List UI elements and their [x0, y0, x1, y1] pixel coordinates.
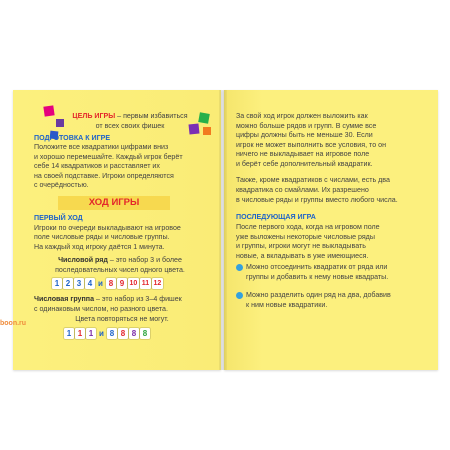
goal-line-2: от всех своих фишек: [95, 122, 165, 130]
number-tile: 1: [75, 328, 85, 339]
number-tile: 2: [63, 278, 73, 289]
prep-title: ПОДГОТОВКА К ИГРЕ: [34, 134, 111, 142]
next-title: ПОСЛЕДУЮЩАЯ ИГРА: [236, 213, 316, 221]
number-tile: 12: [153, 280, 162, 287]
row-term: Числовой ряд: [58, 256, 108, 264]
number-tile: 1: [86, 328, 96, 339]
first-move-line-2: поле числовые ряды и числовые группы.: [34, 233, 170, 241]
group-line-3: Цвета повторяться не могут.: [75, 315, 169, 323]
prep-line-3: себе 14 квадратиков и расставляет их: [34, 162, 160, 170]
number-tile: 8: [106, 278, 116, 289]
next-line-1: После первого хода, когда на игровом поле: [236, 223, 380, 231]
number-tile: 8: [118, 328, 128, 339]
number-tile: 8: [107, 328, 117, 339]
group-example: [64, 328, 150, 339]
book-gutter: [219, 90, 227, 370]
group-conjunction: и: [99, 329, 104, 338]
pink-square-decoration: [43, 105, 54, 116]
group-line-2: с одинаковым числом, но разного цвета.: [34, 305, 168, 313]
intro-line-2: можно больше рядов и групп. В сумме все: [236, 122, 377, 130]
intro-line-6: и берёт себе дополнительный квадратик.: [236, 160, 373, 168]
group-term: Числовая группа: [34, 295, 95, 303]
number-tile: 4: [85, 278, 95, 289]
first-move-line-1: Игроки по очереди выкладывают на игровое: [34, 224, 181, 232]
intro-line-4: игрок не может выполнить все условия, то он: [236, 141, 386, 149]
prep-line-1: Положите все квадратики цифрами вниз: [34, 143, 169, 151]
orange-square-decoration: [203, 127, 211, 135]
prep-line-2: и хорошо перемешайте. Каждый игрок берёт: [34, 153, 183, 161]
number-tile: 9: [117, 278, 127, 289]
next-line-4: новые, а вкладывать в уже имеющиеся.: [236, 252, 369, 260]
row-conjunction: и: [98, 279, 103, 288]
smiley-line-2: квадратика со смайлами. Их разрешено: [236, 186, 369, 194]
bullet-1-line-2: группы и добавить к нему новые квадраты.: [246, 273, 389, 281]
first-move-title: ПЕРВЫЙ ХОД: [34, 214, 83, 222]
row-line-2: последовательных чисел одного цвета.: [55, 266, 185, 274]
bullet-icon: [236, 264, 243, 271]
number-tile: 11: [141, 280, 150, 287]
prep-line-4: на своей подставке. Игроки определяются: [34, 172, 174, 180]
goal-title: ЦЕЛЬ ИГРЫ: [72, 112, 116, 120]
bullet-1-line-1: Можно отсоединить квадратик от ряда или: [246, 263, 388, 271]
number-tile: 10: [129, 280, 138, 287]
row-example: [52, 278, 163, 289]
bullet-2-line-2: к ним новые квадратики.: [246, 301, 328, 309]
intro-line-5: ничего не выкладывает на игровое поле: [236, 150, 370, 158]
smiley-line-1: Также, кроме квадратиков с числами, есть два: [236, 176, 390, 184]
bullet-icon: [236, 292, 243, 299]
row-line-1: Числовой ряд – это набор 3 и более: [58, 256, 182, 264]
bullet-2-line-1: Можно разделить один ряд на два, добавив: [246, 291, 391, 299]
number-tile: 8: [129, 328, 139, 339]
prep-line-5: с очерёдностью.: [34, 181, 89, 189]
watermark: boon.ru: [0, 320, 27, 327]
group-line-1: Числовая группа – это набор из 3–4 фишек: [34, 295, 182, 303]
number-tile: 1: [52, 278, 62, 289]
number-tile: 3: [74, 278, 84, 289]
intro-line-3: цифры должны быть не меньше 30. Если: [236, 131, 373, 139]
intro-line-1: За свой ход игрок должен выложить как: [236, 112, 368, 120]
goal-line-1: ЦЕЛЬ ИГРЫ – первым избавиться: [72, 112, 188, 120]
next-line-2: уже выложены некоторые числовые ряды: [236, 233, 375, 241]
smiley-line-3: в числовые ряды и группы вместо любого числа.: [236, 196, 398, 204]
section-banner: ХОД ИГРЫ: [58, 196, 170, 210]
number-tile: 1: [64, 328, 74, 339]
next-line-3: и группы, игроки могут не выкладывать: [236, 242, 366, 250]
number-tile: 8: [140, 328, 150, 339]
first-move-line-3: На каждый ход игроку даётся 1 минута.: [34, 243, 165, 251]
